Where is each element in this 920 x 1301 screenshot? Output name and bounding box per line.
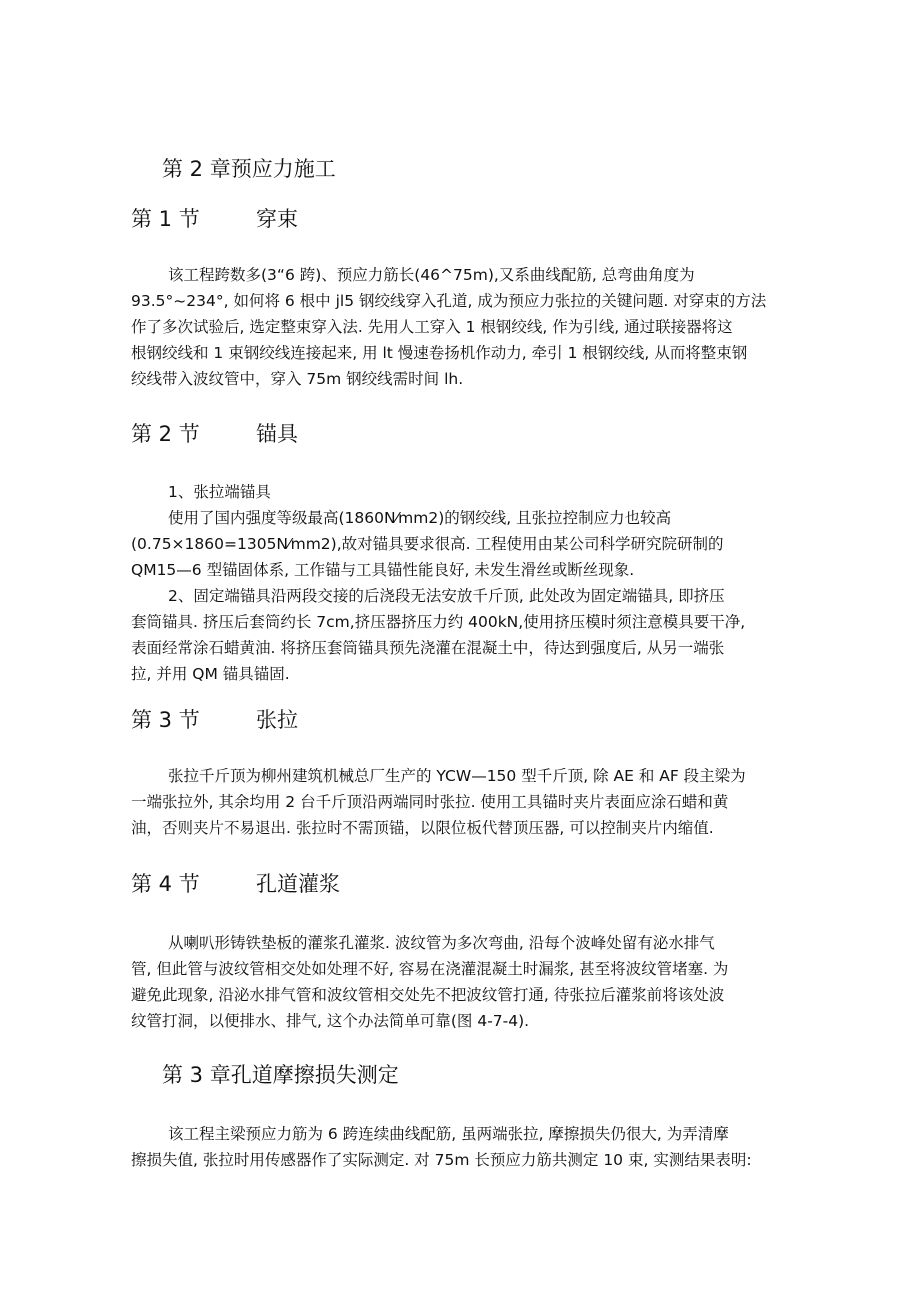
section-2-line: 表面经常涂石蜡黄油. 将挤压套筒锚具预先浇灌在混凝土中，待达到强度后, 从另一端张 [131, 639, 725, 657]
section-3-line: 一端张拉外, 其余均用 2 台千斤顶沿两端同时张拉. 使用工具锚时夹片表面应涂石蜡和黄 [131, 793, 729, 811]
section-2-line: (0.75×1860=1305N⁄mm2),故对锚具要求很高. 工程使用由某公司科学研究院研制的 [131, 535, 724, 553]
section-1-name: 穿束 [256, 207, 298, 231]
section-2-line: 套筒锚具. 挤压后套筒约长 7cm,挤压器挤压力约 400kN,使用挤压模时须注意模具要干净, [131, 613, 746, 631]
section-2-name: 锚具 [256, 422, 298, 446]
section-3-label: 第 3 节 [131, 708, 200, 732]
chapter-2-title: 第 2 章预应力施工 [162, 157, 336, 181]
section-1-heading [131, 205, 298, 233]
section-2-heading [131, 420, 298, 448]
section-1-line: 该工程跨数多(3“6 跨)、预应力筋长(46^75m),又系曲线配筋, 总弯曲角度为 [168, 266, 695, 284]
section-2-line: 1、张拉端锚具 [168, 483, 271, 501]
section-4-name: 孔道灌浆 [256, 872, 340, 896]
section-4-heading [131, 870, 340, 898]
section-2-line: 使用了国内强度等级最高(1860N⁄mm2)的钢绞线, 且张拉控制应力也较高 [168, 509, 672, 527]
section-3-heading [131, 706, 298, 734]
section-4-label: 第 4 节 [131, 872, 200, 896]
section-3-name: 张拉 [256, 708, 298, 732]
chapter-3-line: 擦损失值, 张拉时用传感器作了实际测定. 对 75m 长预应力筋共测定 10 束, 实测结果表明: [131, 1151, 752, 1169]
chapter-3-title: 第 3 章孔道摩擦损失测定 [162, 1063, 399, 1087]
section-2-line: 2、固定端锚具沿两段交接的后浇段无法安放千斤顶, 此处改为固定端锚具, 即挤压 [168, 587, 725, 605]
section-1-line: 93.5°~234°, 如何将 6 根中 jl5 钢绞线穿入孔道, 成为预应力张拉的关键问题. 对穿束的方法 [131, 292, 767, 310]
section-1-label: 第 1 节 [131, 207, 200, 231]
section-2-label: 第 2 节 [131, 422, 200, 446]
section-2-line: 拉, 并用 QM 锚具锚固. [131, 665, 290, 683]
chapter-3-line: 该工程主梁预应力筋为 6 跨连续曲线配筋, 虽两端张拉, 摩擦损失仍很大, 为弄清摩 [168, 1125, 729, 1143]
section-1-line: 根钢绞线和 1 束钢绞线连接起来, 用 lt 慢速卷扬机作动力, 牵引 1 根钢绞线, 从而将整束钢 [131, 344, 748, 362]
section-4-line: 避免此现象, 沿泌水排气管和波纹管相交处先不把波纹管打通, 待张拉后灌浆前将该处波 [131, 986, 725, 1004]
section-4-line: 管, 但此管与波纹管相交处如处理不好, 容易在浇灌混凝土时漏浆, 甚至将波纹管堵塞. 为 [131, 960, 729, 978]
section-1-line: 绞线带入波纹管中，穿入 75m 钢绞线需时间 lh. [131, 370, 464, 388]
section-3-line: 张拉千斤顶为柳州建筑机械总厂生产的 YCW—150 型千斤顶, 除 AE 和 AF 段主梁为 [168, 767, 746, 785]
section-4-line: 纹管打洞，以便排水、排气, 这个办法简单可靠(图 4-7-4). [131, 1012, 530, 1030]
section-3-line: 油，否则夹片不易退出. 张拉时不需顶锚，以限位板代替顶压器, 可以控制夹片内缩值. [131, 819, 714, 837]
section-2-line: QM15—6 型锚固体系, 工作锚与工具锚性能良好, 未发生滑丝或断丝现象. [131, 561, 635, 579]
section-4-line: 从喇叭形铸铁垫板的灌浆孔灌浆. 波纹管为多次弯曲, 沿每个波峰处留有泌水排气 [168, 934, 715, 952]
section-1-line: 作了多次试验后, 选定整束穿入法. 先用人工穿入 1 根钢绞线, 作为引线, 通过联接器将这 [131, 318, 733, 336]
